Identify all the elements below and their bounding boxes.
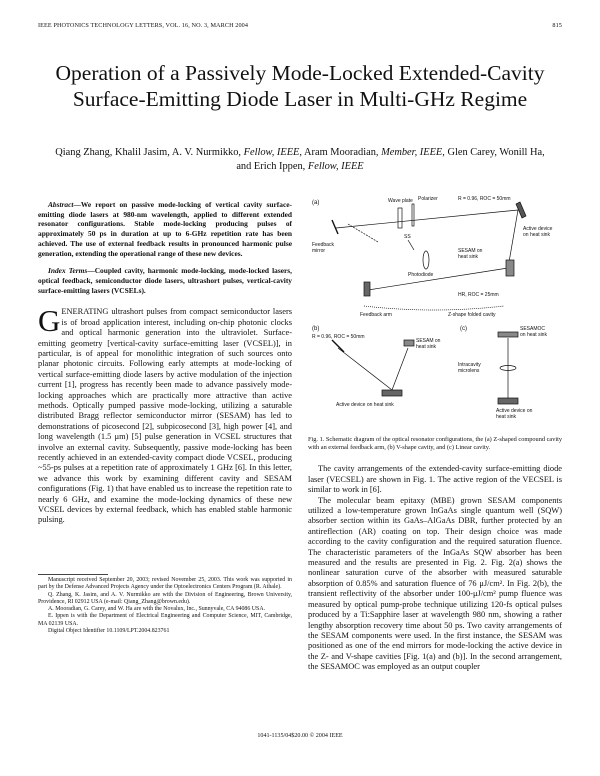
fig-active-a: Active device <box>523 226 553 232</box>
fig-heatsink-b: heat sink <box>416 344 437 350</box>
fig-feedback-arm: Feedback arm <box>360 312 392 318</box>
fig-feedback: Feedback <box>312 242 334 248</box>
fig-mirror: mirror <box>312 248 326 254</box>
authors-1d: Member, IEEE <box>381 147 443 158</box>
fig-polarizer: Polarizer <box>418 196 438 202</box>
authors-2a: and Erich Ippen, <box>236 161 308 172</box>
intro-first-word: ENERATING <box>61 307 109 317</box>
fig-hr: HR, ROC = 25mm <box>458 292 499 298</box>
fig-r-a: R = 0.96, ROC = 50mm <box>458 196 511 202</box>
index-terms-lead: Index Terms <box>48 266 88 276</box>
footnote-5: Digital Object Identifier 10.1109/LPT.2004.823761 <box>48 628 170 635</box>
fig-ss: SS <box>404 234 411 240</box>
journal-header: IEEE PHOTONICS TECHNOLOGY LETTERS, VOL. 16, NO. 3, MARCH 2004 <box>38 22 249 29</box>
author-list <box>40 146 560 174</box>
intro-paragraph <box>38 303 292 526</box>
abstract-lead: Abstract <box>48 200 74 209</box>
authors-1a: Qiang Zhang, Khalil Jasim, A. V. Nurmikko, <box>55 147 244 158</box>
abstract-body: —We report on passive mode-locking of vertical cavity surface-emitting diode lasers at 980-nm wavelength, applied to different extended resonator configurations. Stable mode-locking producing pulses of approximately 50 ps in duration at up to 6-GHz repetition rate has been achieved. The use of external feedback results in pronounced harmonic pulse generation, extending the operational range of these new devices. <box>38 200 292 258</box>
right-paragraph-1: The cavity arrangements of the extended-cavity surface-emitting diode laser (VECSEL) are shown in Fig. 1. The active region of the VECSEL is similar to work in [6]. <box>308 464 562 495</box>
footnotes <box>38 574 292 635</box>
fig-sesamoc-hs: on heat sink <box>520 332 547 338</box>
footnote-4: E. Ippen is with the Department of Electrical Engineering and Computer Science, MIT, Cambridge, MA 02139 USA. <box>38 613 292 627</box>
left-column <box>38 200 292 635</box>
fig-active-b: Active device on heat sink <box>336 402 394 408</box>
figure-caption: Fig. 1. Schematic diagram of the optical resonator configurations, the (a) Z-shaped compound cavity with an external feedback arm, (b) V-shape cavity, and (c) Linear cavity. <box>308 436 562 452</box>
footnote-2: Q. Zhang, K. Jasim, and A. V. Nurmikko are with the Division of Engineering, Brown University, Providence, RI 02912 USA (e-mail: Qiang_Zhang@brown.edu). <box>38 591 292 605</box>
fig-label-c: (c) <box>460 326 467 332</box>
fig-heatsink-a: on heat sink <box>523 232 550 238</box>
figure-1-diagram <box>308 190 562 430</box>
intro-body: ultrashort pulses from compact semiconductor lasers is of broad application interest, including on-chip photonic clocks and optical harmonic generation into the ultraviolet. Surface-emitting geometry [vertical-cavity surface-emitting laser (VCSEL)], in particular, is of appeal for monolithic integration of such sources onto planar photonic circuits. Following early attempts at mode-locking of vertical surface-emitting diode lasers by active modulation of the injection current [1], progress has recently been made to advance passively mode-locking approaches which are practically more attractive than active methods. Optically pumped passive mode-locking, utilizing a saturable distributed Bragg reflector semiconductor mirror (SESAM) has led to demonstrations of picosecond [2], subpicosecond [3], high power [4], and long wavelength (1.5 μm) [5] pulse generation in VCSEL structures that involve an external cavity. Subsequently, passive mode-locking has been recently achieved in an extended-cavity compact diode VCSEL, producing ~55-ps pulses at a repetition rate of approximately 1 GHz [6]. In this letter, we advance this work by examining different cavity and SESAM configurations (Fig. 1) that have enabled us to increase the repetition rate to nearly 6 GHz, and examine the mode-locking dynamics of these new VCSEL devices by external feedback, which has enabled stable harmonic pulsing. <box>38 307 292 525</box>
fig-label-b: (b) <box>312 326 320 332</box>
authors-2b: Fellow, IEEE <box>307 161 364 172</box>
fig-sesamoc: SESAMOC <box>520 326 546 332</box>
figure-1 <box>308 190 562 420</box>
authors-1c: , Aram Mooradian, <box>299 147 382 158</box>
paper-title: Operation of a Passively Mode-Locked Extended-Cavity Surface-Emitting Diode Laser in Multi-GHz Regime <box>55 61 545 111</box>
fig-active-c: Active device on <box>496 408 533 414</box>
page-footer: 1041-1135/04$20.00 © 2004 IEEE <box>257 733 343 739</box>
footnote-rule <box>38 574 108 575</box>
right-column <box>308 190 562 673</box>
fig-waveplate: Wave plate <box>388 198 413 204</box>
index-terms-body: —Coupled cavity, harmonic mode-locking, mode-locked lasers, optical feedback, semiconductor diode lasers, ultrashort pulses, vertical-cavity surface-emitting lasers (VCSELs). <box>38 266 292 295</box>
fig-sesam-b: SESAM on <box>416 338 441 344</box>
fig-sesam-a: SESAM on <box>458 248 483 254</box>
running-header <box>38 22 562 34</box>
fig-microlens: microlens <box>458 368 480 374</box>
right-paragraph-2: The molecular beam epitaxy (MBE) grown SESAM components utilized a low-temperature grown InGaAs single quantum well (SQW) absorber section within its GaAs–AlGaAs DBR, further protected by an antireflection (AR) coating on top. Their design choice was made according to the cavity configuration and the required saturation fluence. The characteristic parameters of the InGaAs SQW absorber has been measured and the results are presented in Fig. 2. Fig. 2(a) shows the nonlinear saturation curve of the absorber with measured saturable absorption of 0.85% and saturation fluence of 76 μJ/cm². In Fig. 2(b), the transient reflectivity of the absorber under 100-μJ/cm² pump fluence was measured by optical pump-probe technique utilizing 120-fs optical pulses produced by a Ti:Sapphire laser at wavelength 980 nm, showing a rather lengthy absorption recovery time about 50 ps. Two cavity arrangements of the SESAM components were used. In the first instance, the SESAM was positioned as one of the end mirrors for mode-locking the active device in the Z- and V-shape cavities [Fig. 1(a) and (b)]. In the second arrangement, the SESAMOC was employed as an output coupler <box>308 495 562 672</box>
footnote-1: Manuscript received September 20, 2003; revised November 25, 2003. This work was supported in part by the Defense Advanced Projects Agency under the Optoelectronics Centers Program (R. Athale). <box>38 577 292 591</box>
fig-label-a: (a) <box>312 200 320 206</box>
fig-zshape: Z-shape folded cavity <box>448 312 496 318</box>
index-terms <box>38 266 292 295</box>
fig-intracavity: Intracavity <box>458 362 481 368</box>
authors-1e: , Glen Carey, Wonill Ha, <box>442 147 545 158</box>
authors-1b: Fellow, IEEE <box>243 147 300 158</box>
footnote-3: A. Mooradian, G. Carey, and W. Ha are with the Novalux, Inc., Sunnyvale, CA 94086 USA. <box>48 606 266 613</box>
fig-r-b: R = 0.96, ROC = 50mm <box>312 334 365 340</box>
page-number: 815 <box>552 22 562 29</box>
drop-cap: G <box>38 303 61 339</box>
fig-heatsink-c: heat sink <box>496 414 517 420</box>
abstract <box>38 200 292 258</box>
fig-sesam-hs-a: heat sink <box>458 254 479 260</box>
fig-photodiode: Photodiode <box>408 272 434 278</box>
